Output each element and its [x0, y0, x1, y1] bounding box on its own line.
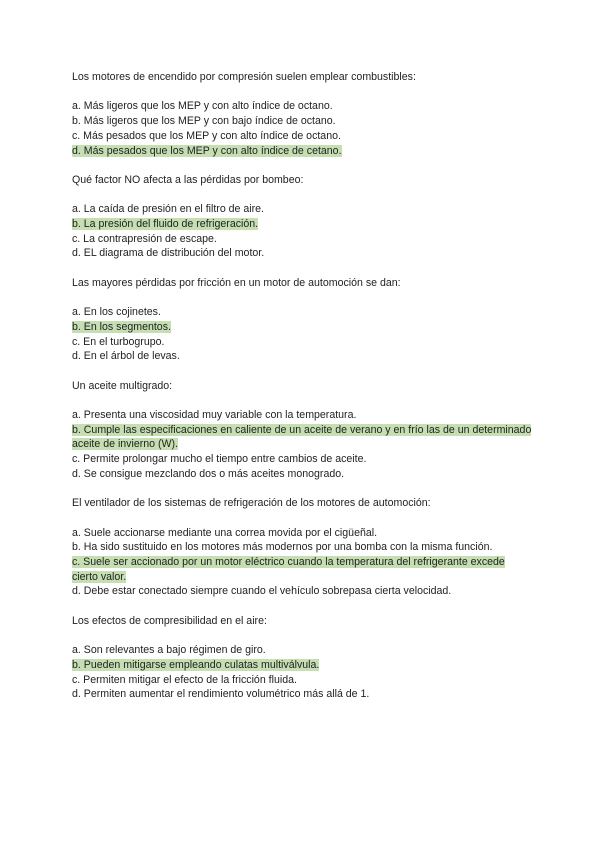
answer-text: c. Suele ser accionado por un motor eléctrico cuando la temperatura del refrigerante excede cierto valor.	[72, 556, 505, 583]
question	[72, 173, 532, 261]
answer-option-correct	[72, 320, 532, 335]
question-stem: El ventilador de los sistemas de refrigeración de los motores de automoción:	[72, 497, 431, 510]
answer-option	[72, 232, 532, 247]
answer-option	[72, 467, 532, 482]
answer-option	[72, 673, 532, 688]
answer-option	[72, 643, 532, 658]
answer-option-correct	[72, 144, 532, 159]
question	[72, 614, 532, 702]
answer-text: b. La presión del fluido de refrigeración.	[72, 217, 259, 230]
answer-text: d. Debe estar conectado siempre cuando el vehículo sobrepasa cierta velocidad.	[72, 585, 452, 598]
answer-text: b. Más ligeros que los MEP y con bajo índice de octano.	[72, 115, 336, 128]
quiz-document	[72, 70, 532, 717]
answer-option-correct	[72, 423, 532, 452]
answer-text: a. Presenta una viscosidad muy variable con la temperatura.	[72, 409, 357, 422]
answer-text: c. Más pesados que los MEP y con alto índice de octano.	[72, 129, 341, 142]
answer-text: a. Suele accionarse mediante una correa movida por el cigüeñal.	[72, 526, 378, 539]
answer-text: a. En los cojinetes.	[72, 306, 161, 319]
answer-option	[72, 349, 532, 364]
answer-text: b. Pueden mitigarse empleando culatas multiválvula.	[72, 658, 320, 671]
answer-text: b. Ha sido sustituido en los motores más modernos por una bomba con la misma función.	[72, 541, 493, 554]
answer-option-correct	[72, 555, 532, 584]
question-stem: Un aceite multigrado:	[72, 379, 173, 392]
answer-option-correct	[72, 658, 532, 673]
answer-text: a. Son relevantes a bajo régimen de giro.	[72, 644, 266, 657]
question	[72, 379, 532, 482]
answer-text: d. EL diagrama de distribución del motor.	[72, 247, 265, 260]
answer-text: c. Permite prolongar mucho el tiempo entre cambios de aceite.	[72, 453, 367, 466]
answer-text: c. En el turbogrupo.	[72, 335, 165, 348]
answer-option	[72, 526, 532, 541]
answer-option	[72, 687, 532, 702]
answer-option	[72, 540, 532, 555]
answer-option	[72, 305, 532, 320]
answer-text: b. Cumple las especificaciones en caliente de un aceite de verano y en frío las de un determinado aceite de invierno (W).	[72, 423, 532, 451]
answer-text: a. Más ligeros que los MEP y con alto índice de octano.	[72, 100, 333, 113]
answer-option	[72, 452, 532, 467]
question	[72, 276, 532, 364]
answer-text: c. Permiten mitigar el efecto de la fricción fluida.	[72, 673, 297, 686]
answer-text: d. En el árbol de levas.	[72, 350, 180, 363]
answer-option	[72, 129, 532, 144]
answer-option	[72, 335, 532, 350]
answer-text: b. En los segmentos.	[72, 320, 171, 333]
answer-text: c. La contrapresión de escape.	[72, 232, 217, 245]
question-stem: Los efectos de compresibilidad en el aire:	[72, 614, 267, 627]
question	[72, 70, 532, 158]
answer-option	[72, 114, 532, 129]
answer-option	[72, 99, 532, 114]
answer-option-correct	[72, 217, 532, 232]
answer-text: d. Se consigue mezclando dos o más aceites monogrado.	[72, 467, 345, 480]
answer-text: d. Más pesados que los MEP y con alto índice de cetano.	[72, 144, 342, 157]
question	[72, 496, 532, 599]
answer-option	[72, 246, 532, 261]
answer-text: d. Permiten aumentar el rendimiento volumétrico más allá de 1.	[72, 688, 370, 701]
answer-option	[72, 408, 532, 423]
question-stem: Los motores de encendido por compresión suelen emplear combustibles:	[72, 71, 416, 83]
question-stem: Las mayores pérdidas por fricción en un motor de automoción se dan:	[72, 276, 401, 289]
answer-option	[72, 584, 532, 599]
question-stem: Qué factor NO afecta a las pérdidas por bombeo:	[72, 173, 304, 186]
answer-text: a. La caída de presión en el filtro de aire.	[72, 203, 264, 216]
answer-option	[72, 202, 532, 217]
